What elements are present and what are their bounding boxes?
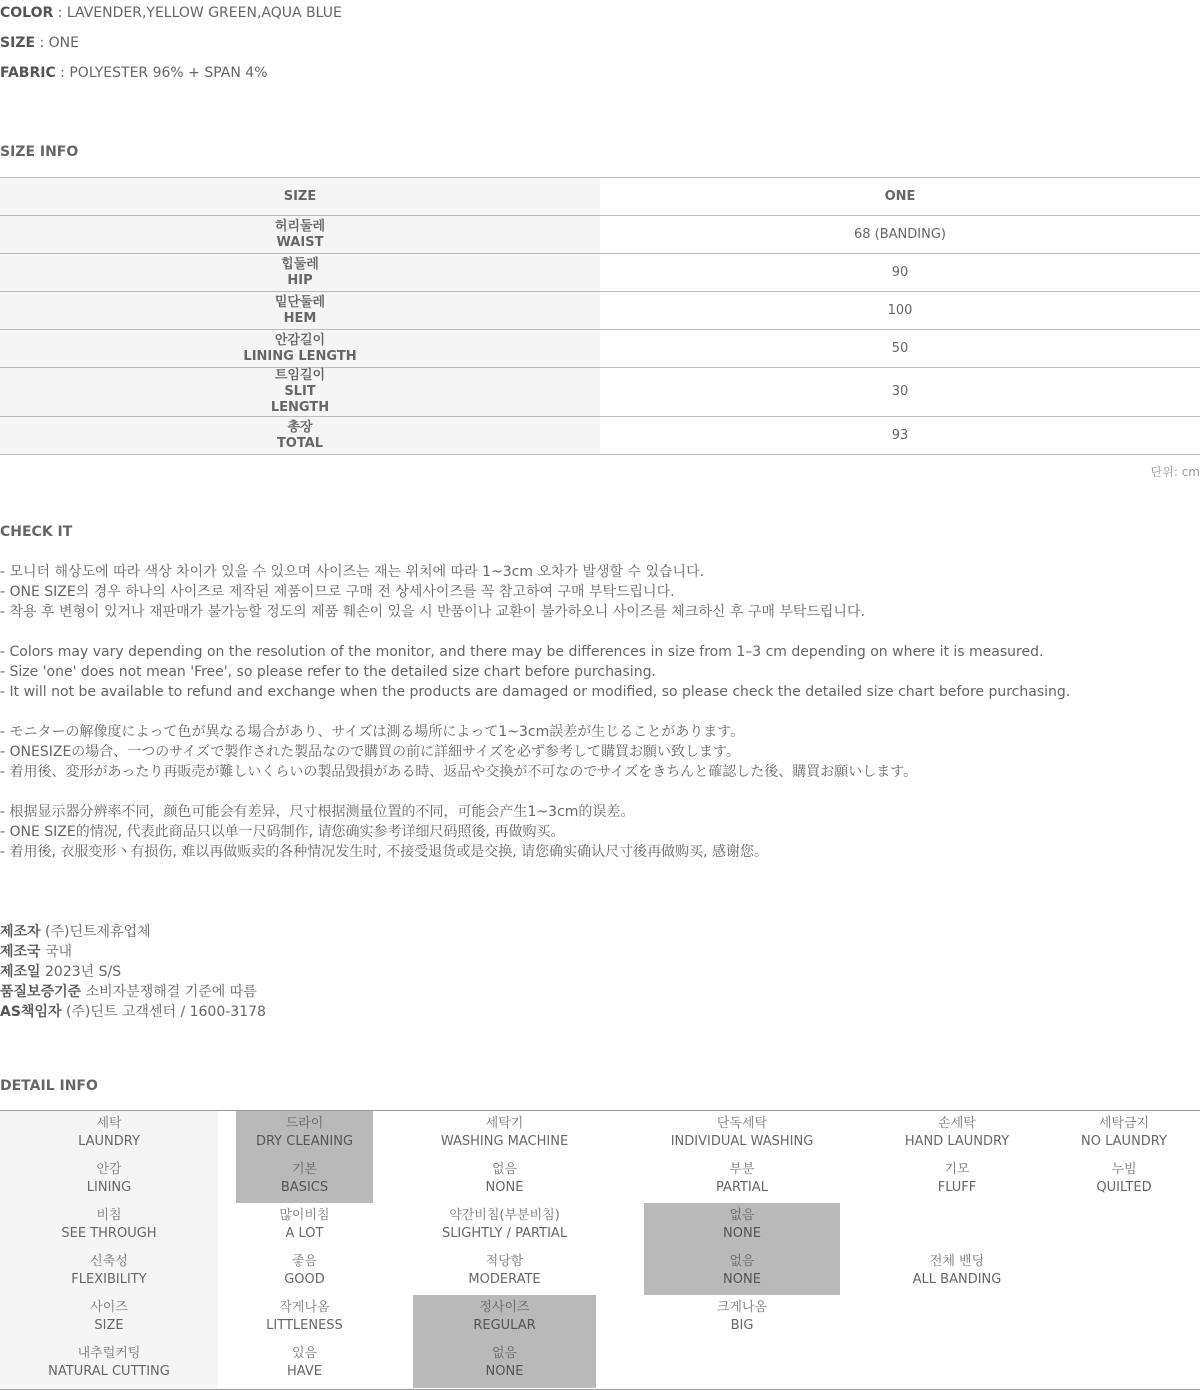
cell-en: PARTIAL xyxy=(716,1180,768,1195)
cell-ko: 있음 xyxy=(291,1346,318,1361)
maker-line xyxy=(0,922,266,942)
detail-row-header xyxy=(0,1341,218,1388)
cell-en: QUILTED xyxy=(1096,1180,1152,1195)
maker-line xyxy=(0,1002,266,1022)
cell-ko: 안감 xyxy=(96,1162,122,1177)
maker-line xyxy=(0,942,266,962)
cell-en: NO LAUNDRY xyxy=(1081,1134,1167,1149)
row-label-en: LINING LENGTH xyxy=(243,348,357,364)
detail-option xyxy=(644,1111,840,1157)
detail-option xyxy=(1048,1157,1200,1203)
note-line: - 着用後、変形があったり再販売が難しいくらいの製品毀損がある時、返品や交換が不可なのでサイズをきちんと確認した後、購買お願いします。 xyxy=(0,764,918,780)
maker-value: 국내 xyxy=(40,944,73,960)
spec-fabric xyxy=(0,65,268,81)
notes-zh xyxy=(0,802,768,862)
row-value: 68 (BANDING) xyxy=(600,216,1200,254)
note-line: - 착용 후 변형이 있거나 재판매가 불가능할 정도의 제품 훼손이 있을 시 반품이나 교환이 불가하오니 사이즈를 체크하신 후 구매 부탁드립니다. xyxy=(0,604,865,620)
cell-ko: 많이비침 xyxy=(279,1208,330,1223)
detail-row-header xyxy=(0,1203,218,1249)
size-header-label: SIZE xyxy=(0,178,600,216)
detail-option-selected xyxy=(644,1203,840,1249)
row-label-ko: 밑단둘레 xyxy=(274,294,326,310)
table-row xyxy=(0,216,1200,254)
cell-ko: 없음 xyxy=(729,1254,755,1269)
cell-en: WASHING MACHINE xyxy=(440,1134,569,1149)
row-label-en: WAIST xyxy=(276,234,324,250)
row-value: 93 xyxy=(600,417,1200,455)
detail-row-header xyxy=(0,1249,218,1295)
cell-en: FLUFF xyxy=(937,1180,977,1195)
detail-row-header xyxy=(0,1111,218,1157)
cell-en: LITTLENESS xyxy=(266,1318,343,1333)
row-label-en: SLIT xyxy=(284,384,316,399)
size-header-value: ONE xyxy=(600,178,1200,216)
table-row xyxy=(0,417,1200,455)
cell-ko: 전체 밴딩 xyxy=(929,1254,985,1269)
note-line: - モニターの解像度によって色が異なる場合があり、サイズは測る場所によって1~3cm誤差が生じることがあります。 xyxy=(0,724,745,740)
cell-en: DRY CLEANING xyxy=(255,1134,354,1149)
detail-info-title: DETAIL INFO xyxy=(0,1078,98,1094)
detail-option xyxy=(880,1249,1034,1295)
row-value: 90 xyxy=(600,254,1200,292)
cell-ko: 정사이즈 xyxy=(479,1300,530,1315)
note-line: - Size 'one' does not mean 'Free', so please refer to the detailed size chart before purchasing. xyxy=(0,664,656,680)
cell-ko: 세탁금지 xyxy=(1098,1116,1150,1131)
row-label xyxy=(0,368,600,417)
note-line: - ONE SIZE的情况, 代表此商品只以单一尺码制作, 请您确实参考详细尺码照後, 再做购买。 xyxy=(0,824,565,840)
spec-color-value: : LAVENDER,YELLOW GREEN,AQUA BLUE xyxy=(53,5,342,21)
cell-en: SEE THROUGH xyxy=(61,1226,157,1241)
maker-label: 제조일 xyxy=(0,964,41,980)
unit-label: 단위: cm xyxy=(1150,465,1200,479)
detail-row-header xyxy=(0,1295,218,1341)
cell-ko: 누빔 xyxy=(1111,1162,1137,1177)
detail-option xyxy=(644,1157,840,1203)
note-line: - ONE SIZE의 경우 하나의 사이즈로 제작된 제품이므로 구매 전 상세사이즈를 꼭 참고하여 구매 부탁드립니다. xyxy=(0,584,675,600)
row-label-en-2: LENGTH xyxy=(270,400,330,415)
maker-value: 2023년 S/S xyxy=(40,964,122,980)
row-label-ko: 힙둘레 xyxy=(281,256,319,272)
notes-en xyxy=(0,642,1070,702)
row-label xyxy=(0,292,600,330)
detail-option xyxy=(413,1111,596,1157)
note-line: - Colors may vary depending on the resolution of the monitor, and there may be differences in size from 1–3 cm depending on where it is measured. xyxy=(0,644,1044,660)
cell-ko: 사이즈 xyxy=(90,1300,128,1315)
row-label-ko: 총장 xyxy=(287,419,313,435)
cell-en: NONE xyxy=(485,1180,524,1195)
cell-ko: 없음 xyxy=(491,1346,518,1361)
detail-option xyxy=(236,1295,373,1341)
spec-size xyxy=(0,35,79,51)
detail-option-selected xyxy=(413,1341,596,1388)
notes-ko xyxy=(0,562,865,622)
spec-color-label: COLOR xyxy=(0,5,54,21)
row-label xyxy=(0,254,600,292)
notes-ja xyxy=(0,722,917,782)
cell-en: MODERATE xyxy=(468,1272,541,1287)
note-line: - 모니터 해상도에 따라 색상 차이가 있을 수 있으며 사이즈는 재는 위치에 따라 1~3cm 오차가 발생할 수 있습니다. xyxy=(0,564,705,580)
cell-en: ALL BANDING xyxy=(912,1272,1002,1287)
row-label-ko: 허리둘레 xyxy=(274,218,326,234)
cell-en: HAVE xyxy=(287,1364,322,1379)
cell-en: NATURAL CUTTING xyxy=(48,1364,170,1379)
table-row xyxy=(0,330,1200,368)
cell-en: SLIGHTLY / PARTIAL xyxy=(441,1226,568,1241)
row-label-en: TOTAL xyxy=(276,435,324,451)
spec-color xyxy=(0,5,342,21)
spec-fabric-value: : POLYESTER 96% + SPAN 4% xyxy=(55,65,268,81)
cell-en: BIG xyxy=(730,1318,754,1333)
row-label-en: HIP xyxy=(287,272,313,288)
detail-option xyxy=(236,1203,373,1249)
cell-ko: 적당함 xyxy=(485,1254,524,1269)
row-label xyxy=(0,417,600,455)
row-label-ko: 안감길이 xyxy=(274,332,326,348)
maker-label: 품질보증기준 xyxy=(0,984,82,1000)
maker-value: (주)딘트 고객센터 / 1600-3178 xyxy=(61,1004,266,1020)
spec-size-label: SIZE xyxy=(0,35,36,51)
detail-option xyxy=(1048,1111,1200,1157)
cell-ko: 없음 xyxy=(491,1162,518,1177)
detail-option xyxy=(644,1295,840,1341)
cell-ko: 작게나옴 xyxy=(279,1300,330,1315)
cell-ko: 세탁기 xyxy=(485,1116,524,1131)
detail-grid xyxy=(0,1110,1200,1390)
detail-option xyxy=(413,1157,596,1203)
note-line: - ONESIZEの場合、一つのサイズで製作された製品なので購買の前に詳細サイズを必ず参考して購買お願い致します。 xyxy=(0,744,740,760)
table-row xyxy=(0,254,1200,292)
cell-ko: 좋음 xyxy=(291,1254,318,1269)
cell-ko: 부분 xyxy=(729,1162,755,1177)
cell-en: NONE xyxy=(723,1272,761,1287)
cell-ko: 없음 xyxy=(729,1208,755,1223)
cell-en: NONE xyxy=(485,1364,524,1379)
cell-ko: 손세탁 xyxy=(938,1116,976,1131)
cell-ko: 세탁 xyxy=(96,1116,122,1131)
maker-label: 제조자 xyxy=(0,924,41,940)
row-label-en: HEM xyxy=(283,310,317,326)
cell-ko: 단독세탁 xyxy=(716,1116,768,1131)
row-value: 100 xyxy=(600,292,1200,330)
detail-option-selected xyxy=(644,1249,840,1295)
note-line: - It will not be available to refund and exchange when the products are damaged or modified, so please check the detailed size chart before purchasing. xyxy=(0,684,1071,700)
size-info-title: SIZE INFO xyxy=(0,144,79,160)
check-it-title: CHECK IT xyxy=(0,524,73,540)
cell-ko: 기모 xyxy=(944,1162,970,1177)
maker-line xyxy=(0,962,266,982)
cell-en: GOOD xyxy=(284,1272,325,1287)
detail-option xyxy=(236,1341,373,1388)
note-line: - 根据显示器分辨率不同，颜色可能会有差异，尺寸根据测量位置的不同，可能会产生1~3cm的误差。 xyxy=(0,804,635,820)
cell-ko: 드라이 xyxy=(285,1116,324,1131)
detail-option xyxy=(413,1249,596,1295)
detail-option xyxy=(880,1157,1034,1203)
row-label xyxy=(0,216,600,254)
table-row xyxy=(0,368,1200,417)
detail-option-selected xyxy=(236,1111,373,1157)
cell-en: SIZE xyxy=(94,1318,124,1333)
maker-info xyxy=(0,922,266,1022)
maker-line xyxy=(0,982,266,1002)
cell-en: NONE xyxy=(723,1226,761,1241)
cell-ko: 비침 xyxy=(96,1208,122,1223)
row-label-ko: 트임길이 xyxy=(274,368,326,383)
spec-fabric-label: FABRIC xyxy=(0,65,56,81)
spec-size-value: : ONE xyxy=(35,35,79,51)
cell-en: REGULAR xyxy=(473,1318,536,1333)
cell-ko: 내추럴커팅 xyxy=(77,1346,141,1361)
cell-en: LAUNDRY xyxy=(78,1134,140,1149)
row-label xyxy=(0,330,600,368)
cell-ko: 기본 xyxy=(291,1162,318,1177)
cell-ko: 크게나옴 xyxy=(716,1300,768,1315)
detail-row-header xyxy=(0,1157,218,1203)
cell-ko: 신축성 xyxy=(90,1254,128,1269)
table-row xyxy=(0,292,1200,330)
maker-label: AS책임자 xyxy=(0,1004,62,1020)
maker-label: 제조국 xyxy=(0,944,41,960)
cell-en: LINING xyxy=(86,1180,132,1195)
detail-option-selected xyxy=(236,1157,373,1203)
size-table xyxy=(0,177,1200,455)
row-value: 30 xyxy=(600,368,1200,417)
detail-option-selected xyxy=(413,1295,596,1341)
cell-en: BASICS xyxy=(280,1180,329,1195)
size-table-header xyxy=(0,178,1200,216)
detail-option xyxy=(236,1249,373,1295)
detail-option xyxy=(413,1203,596,1249)
cell-en: HAND LAUNDRY xyxy=(904,1134,1010,1149)
note-line: - 着用後, 衣服变形丶有损伤, 难以再做贩卖的各种情况发生时, 不接受退货或是交换, 请您确实确认尺寸後再做购买, 感谢您。 xyxy=(0,844,769,860)
cell-ko: 약간비침(부분비침) xyxy=(449,1208,560,1223)
cell-en: A LOT xyxy=(285,1226,324,1241)
detail-option xyxy=(880,1111,1034,1157)
cell-en: FLEXIBILITY xyxy=(71,1272,147,1287)
row-value: 50 xyxy=(600,330,1200,368)
maker-value: (주)딘트제휴업체 xyxy=(40,924,151,940)
maker-value: 소비자분쟁해결 기준에 따름 xyxy=(81,984,257,1000)
cell-en: INDIVIDUAL WASHING xyxy=(670,1134,814,1149)
